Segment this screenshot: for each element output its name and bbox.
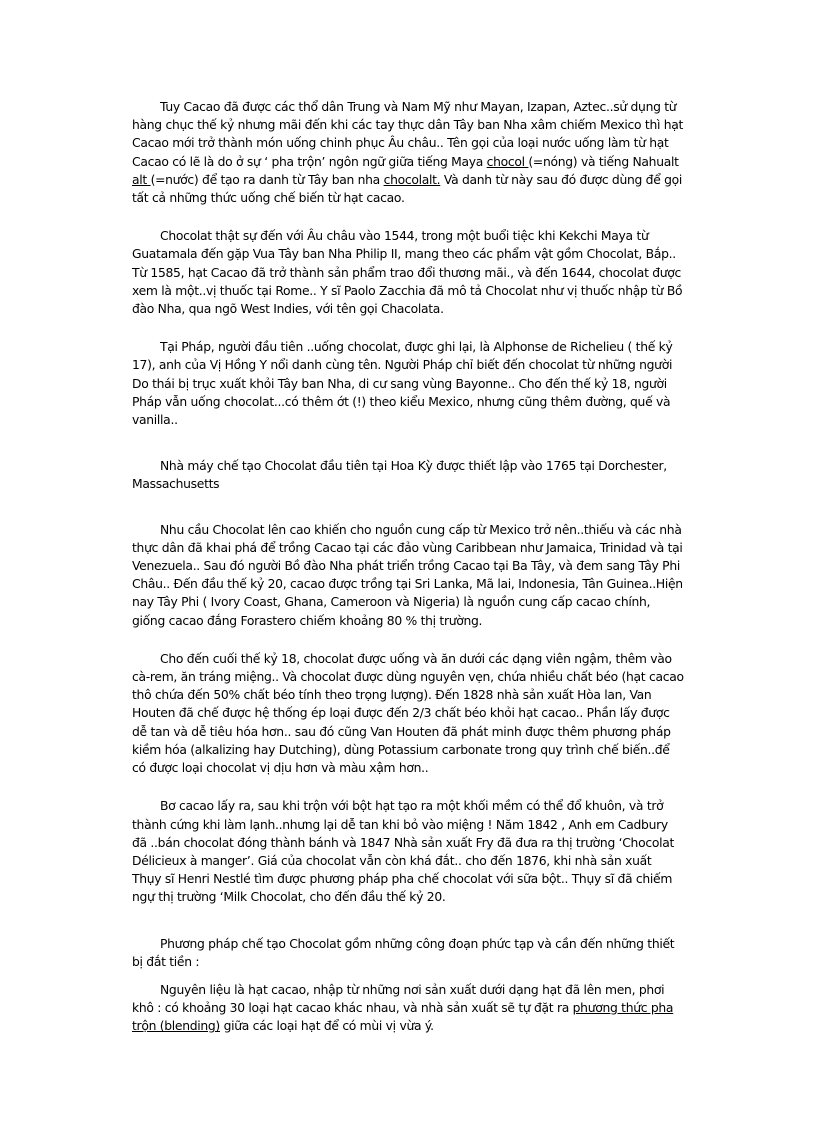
paragraph-text: (=nước) để tạo ra danh từ Tây ban nha [150,172,384,187]
paragraph-europe: Chocolat thật sự đến với Âu châu vào 1544, trong một buổi tiệc khi Kekchi Maya từ Guatamala đến gặp Vua Tây ban Nha Philip II, mang theo các phẩm vật gồm Chocolat, Bắp.. Từ 1585, hạt Cacao đã trở thành sản phẩm trao đổi thương mãi., và đến 1644, chocolat được xem là một..vị thuốc tại Rome.. Y sĩ Paolo Zacchia đã mô tả Chocolat như vị thuốc nhập từ Bồ đào Nha, qua ngõ West Indies, với tên gọi Chacolata. [132,229,683,317]
document-body [132,98,684,1036]
paragraph-text: giữa các loại hạt để có mùi vị vừa ý. [219,1019,434,1034]
paragraph-cocoa-butter: Bơ cacao lấy ra, sau khi trộn với bột hạt tạo ra một khối mềm có thể đổ khuôn, và trở thành cứng khi làm lạnh..nhưng lại dễ tan khi bỏ vào miệng ! Năm 1842 , Anh em Cadbury đã ..bán chocolat đóng thành bánh và 1847 Nhà sản xuất Fry đã đưa ra thị trường ‘Chocolat Délicieux à manger’. Giá của chocolat vẫn còn khá đắt.. cho đến 1876, khi nhà sản xuất Thụy sĩ Henri Nestlé tìm được phương pháp pha chế chocolat với sữa bột.. Thụy sĩ đã chiếm ngự thị trường ‘Milk Chocolat, cho đến đầu thế kỷ 20. [132,799,675,905]
paragraph-text: Và danh từ này sau đó được dùng để gọi tất cả những thức uống chế biến từ hạt cacao. [132,172,683,206]
paragraph-origin [132,98,684,207]
paragraph-usa-factory: Nhà máy chế tạo Chocolat đầu tiên tại Hoa Kỳ được thiết lập vào 1765 tại Dorchester, Massachusetts [132,459,667,492]
paragraph-text: (=nóng) và tiếng Nahualt [528,154,679,169]
paragraph-cultivation: Nhu cầu Chocolat lên cao khiến cho nguồn cung cấp từ Mexico trở nên..thiếu và các nhà thực dân đã khai phá để trồng Cacao tại các đảo vùng Caribbean như Jamaica, Trinidad và tại Venezuela.. Sau đó người Bồ đào Nha phát triển trồng Cacao tại Ba Tây, và đem sang Tây Phi Châu.. Đến đầu thế kỷ 20, cacao được trồng tại Sri Lanka, Mã lai, Indonesia, Tân Guinea..Hiện nay Tây Phi ( Ivory Coast, Ghana, Cameroon và Nigeria) là nguồn cung cấp cacao chính, giống cacao đắng Forastero chiếm khoảng 80 % thị trường. [132,522,683,628]
paragraph-text: Tuy Cacao đã được các thổ dân Trung và Nam Mỹ như Mayan, Izapan, Aztec..sử dụng từ hàng chục thế kỷ nhưng mãi đến khi các tay thực dân Tây ban Nha xâm chiếm Mexico thì hạt Cacao mới trở thành món uống chinh phục Âu châu.. Tên gọi của loại nước uống làm từ hạt Cacao có lẽ là do ở sự ‘ pha trộn’ ngôn ngữ giữa tiếng Maya [132,100,684,169]
underlined-term-chocolalt: chocolalt. [383,172,441,187]
paragraph-process-intro: Phương pháp chế tạo Chocolat gồm những công đoạn phức tạp và cần đến những thiết bị đắt tiền : [132,936,675,969]
underlined-term-blending: phương thức pha trộn (blending) [132,1001,674,1034]
underlined-term-chocol: chocol [486,154,529,169]
paragraph-raw-material [132,981,684,1036]
underlined-term-alt: alt [132,172,151,187]
paragraph-france: Tại Pháp, người đầu tiên ..uống chocolat, được ghi lại, là Alphonse de Richelieu ( thế kỷ 17), anh của Vị Hồng Y nổi danh cùng tên. Người Pháp chỉ biết đến chocolat từ những người Do thái bị trục xuất khỏi Tây ban Nha, di cư sang vùng Bayonne.. Cho đến thế kỷ 18, người Pháp vẫn uống chocolat...có thêm ớt (!) theo kiểu Mexico, nhưng cũng thêm đường, quế và vanilla.. [132,340,673,428]
paragraph-text: Nguyên liệu là hạt cacao, nhập từ những nơi sản xuất dưới dạng hạt đã lên men, phơi khô : có khoảng 30 loại hạt cacao khác nhau, và nhà sản xuất sẽ tự đặt ra [132,982,665,1016]
paragraph-van-houten: Cho đến cuối thế kỷ 18, chocolat được uống và ăn dưới các dạng viên ngậm, thêm vào cà-rem, ăn tráng miệng.. Và chocolat được dùng nguyên vẹn, chứa nhiều chất béo (hạt cacao thô chứa đến 50% chất béo tính theo trọng lượng). Đến 1828 nhà sản xuất Hòa lan, Van Houten đã chế được hệ thống ép loại được đến 2/3 chất béo khỏi hạt cacao.. Phần lấy được dễ tan và dễ tiêu hóa hơn.. sau đó cũng Van Houten đã phát minh được thêm phương pháp kiềm hóa (alkalizing hay Dutching), dùng Potassium carbonate trong quy trình chế biến..để có được loại chocolat vị dịu hơn và màu xậm hơn.. [132,651,684,776]
